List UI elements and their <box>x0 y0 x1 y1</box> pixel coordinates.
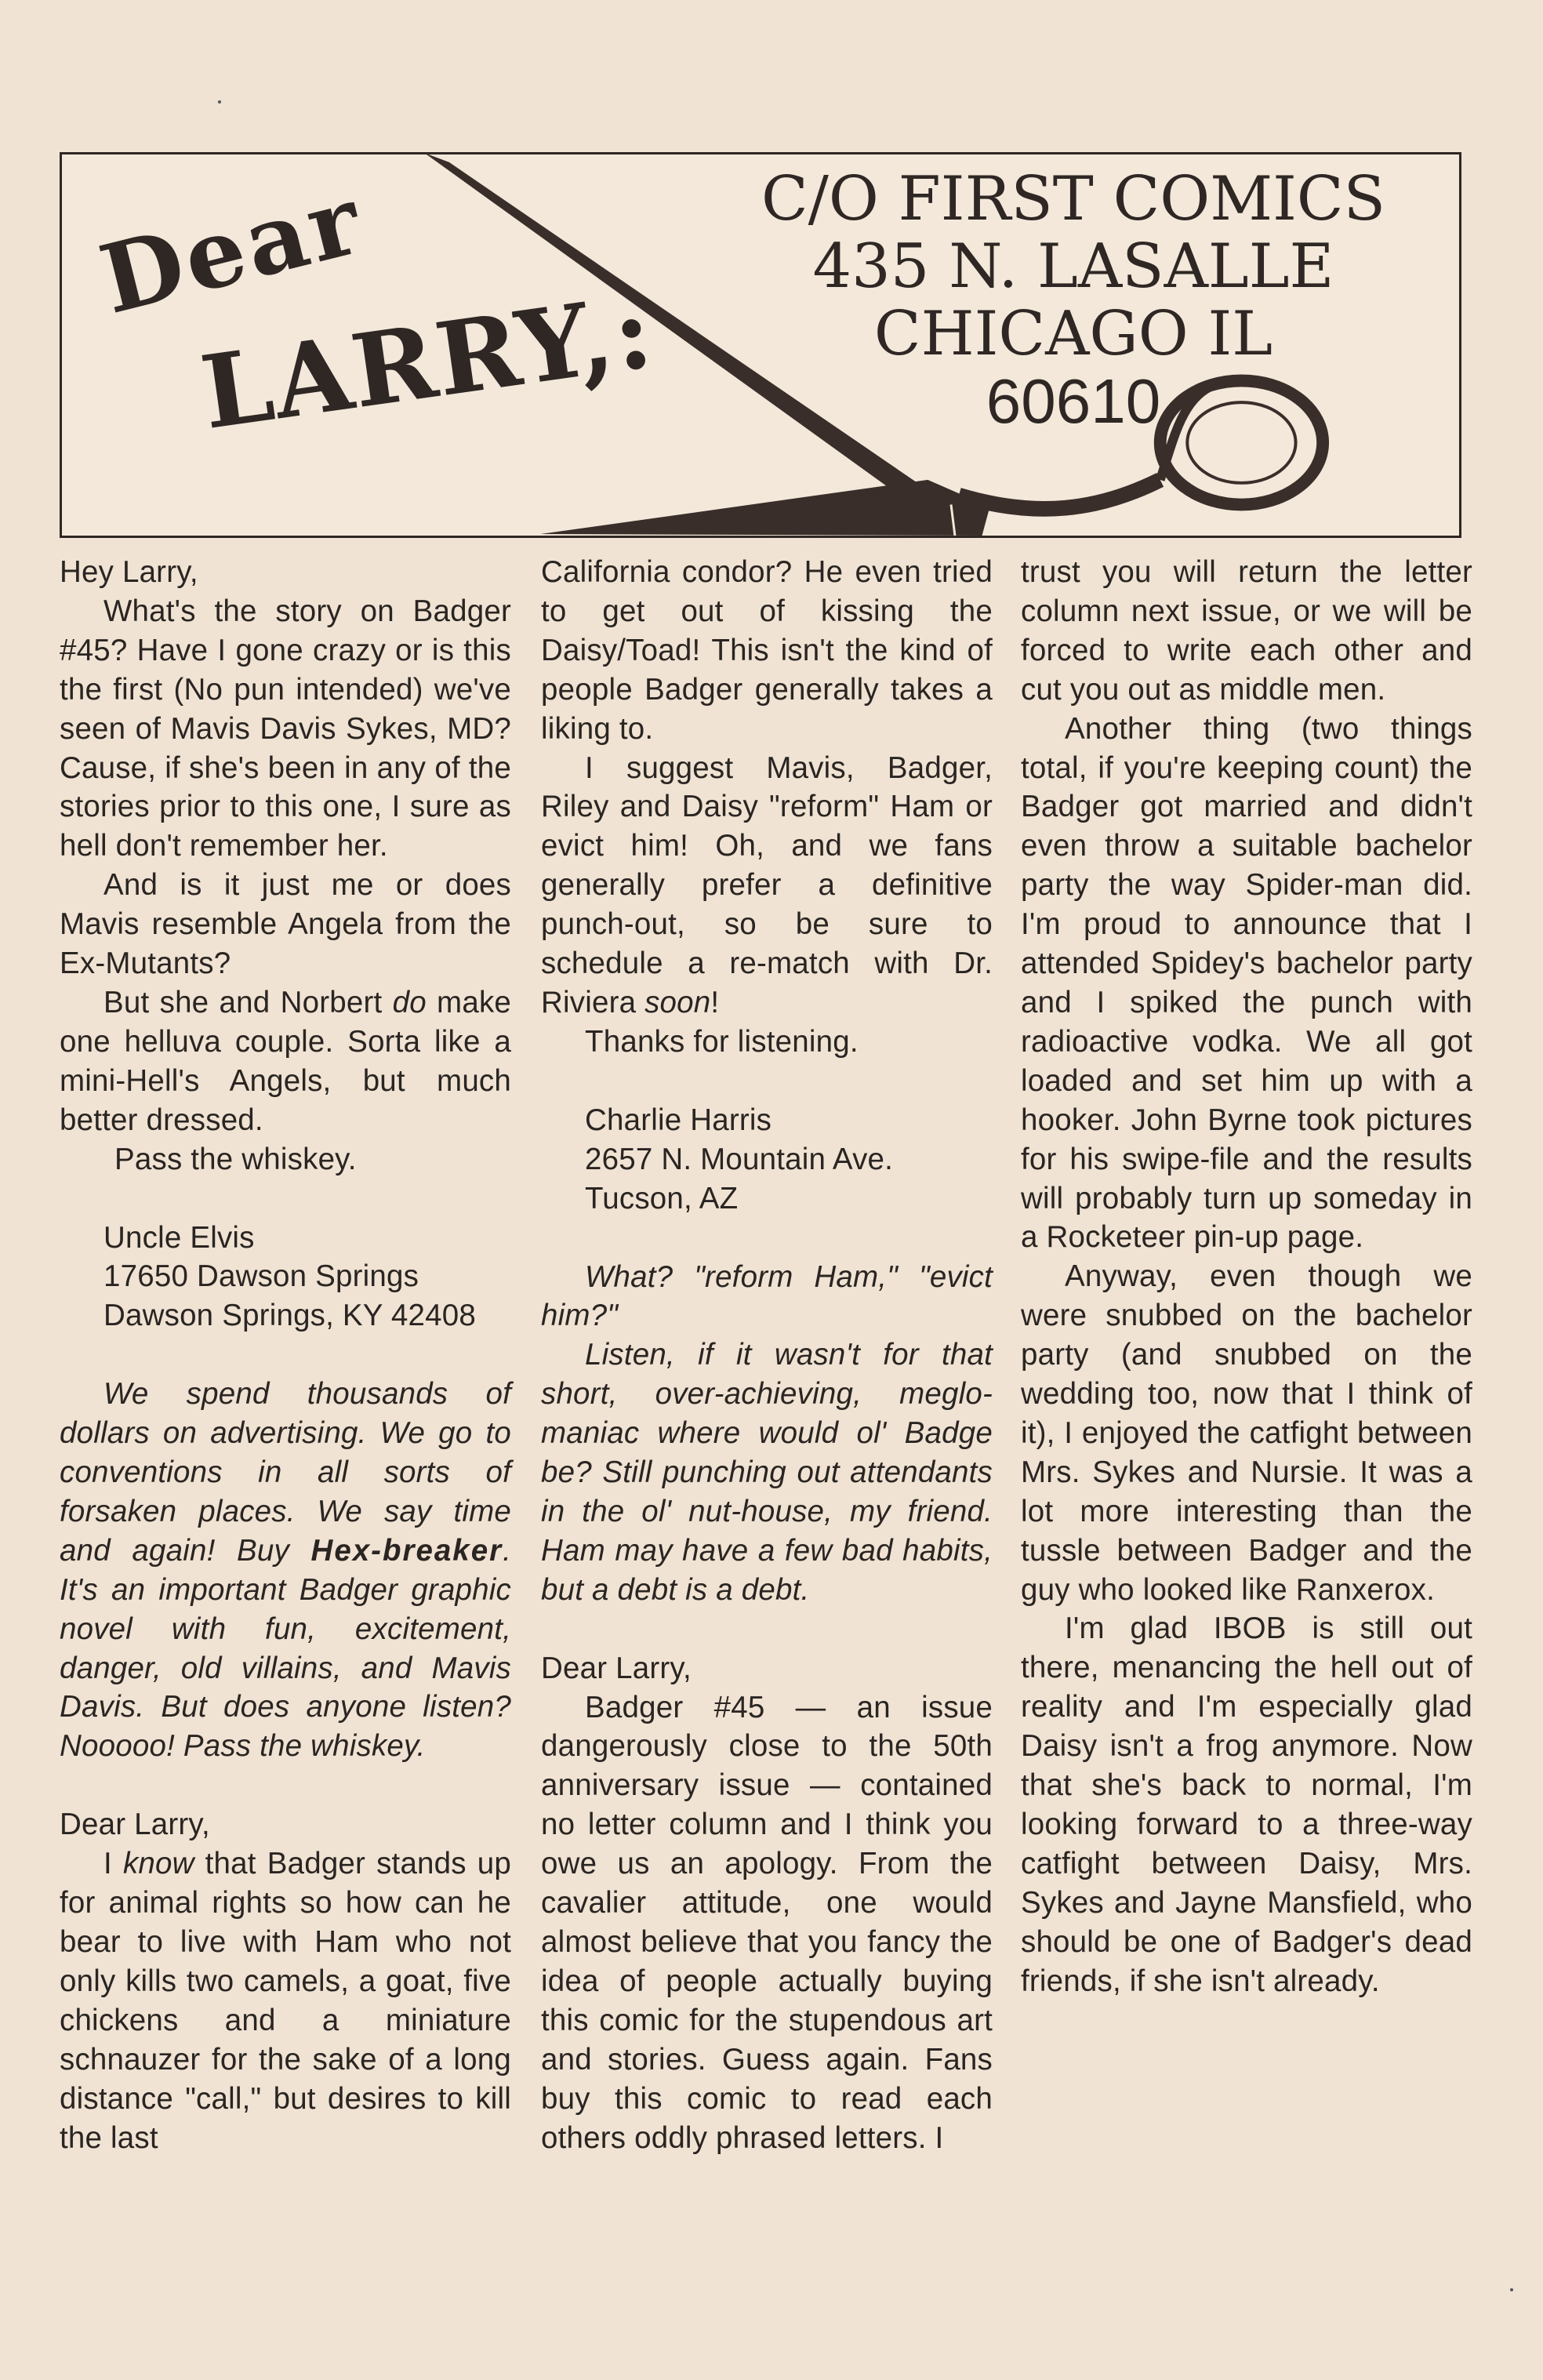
letter-paragraph: Thanks for listening. <box>585 1024 859 1059</box>
speck <box>218 100 221 104</box>
letter-paragraph: I know that Badger stands up for animal rights so how can he bear to live with Ham who not only kills two camels, a goat, five chickens and a miniature schnauzer for the sake of a long distance "call," but desires to kill the last <box>60 1847 511 2155</box>
address-line: 435 N. LASALLE <box>812 231 1334 302</box>
signature-address: Dawson Springs, KY 42408 <box>103 1299 476 1333</box>
letter-paragraph: And is it just me or does Mavis resemble Angela from the Ex-Mutants? <box>60 868 511 981</box>
speck <box>1510 2288 1513 2291</box>
address-line: CHICAGO IL <box>873 299 1273 369</box>
letter-paragraph: Pass the whiskey. <box>114 1142 357 1176</box>
editor-reply: Listen, if it wasn't for that short, over-achieving, meglo-maniac where would ol' Badge be? Still punching out attendants in the ol' nut-house, my friend. Ham may have a few bad habits, but a debt is a debt. <box>541 1338 993 1607</box>
signature-address: 17650 Dawson Springs <box>103 1259 419 1294</box>
address-line: C/O FIRST COMICS <box>761 164 1386 234</box>
letter-paragraph: What's the story on Badger #45? Have I gone crazy or is this the first (No pun intended) we've seen of Mavis Davis Sykes, MD? Cause, if she's been in any of the stories prior to this one, I sure as hell don't remember her. <box>60 594 511 863</box>
editor-reply: What? "reform Ham," "evict him?" <box>541 1259 993 1333</box>
letter-paragraph: I suggest Mavis, Badger, Riley and Daisy "reform" Ham or evict him! Oh, and we fans generally prefer a definitive punch-out, so be sure to schedule a re-match with Dr. Riviera soon! <box>541 750 993 1019</box>
signature-name: Charlie Harris <box>585 1103 772 1137</box>
signature-address: 2657 N. Mountain Ave. <box>585 1142 894 1176</box>
signature-name: Uncle Elvis <box>103 1220 255 1255</box>
larry-heading: LARRY,: <box>194 272 661 452</box>
column-2 <box>541 553 993 2157</box>
column-1 <box>60 553 511 2157</box>
letter-paragraph: Badger #45 — an issue dangerously close to the 50th anniversary issue — contained no letter column and I think you owe us an apology. From the cavalier attitude, one would almost believe that you fancy the idea of people actually buying this comic for the stupendous art and stories. Guess again. Fans buy this comic to read each others oddly phrased letters. I <box>541 1690 993 2155</box>
letter-greeting: Dear Larry, <box>60 1808 210 1842</box>
letter-paragraph: Another thing (two things total, if you're keeping count) the Badger got married and didn't even throw a suitable bachelor party the way Spider-man did. I'm proud to announce that I attended Spidey's bachelor party and I spiked the punch with radioactive vodka. We all got loaded and set him up with a hooker. John Byrne took pictures for his swipe-file and the results will probably turn up someday in a Rocketeer pin-up page. <box>1021 711 1472 1255</box>
signature-address: Tucson, AZ <box>585 1181 739 1215</box>
letter-greeting: Hey Larry, <box>60 555 198 589</box>
mailing-address <box>752 165 1395 435</box>
letters-header-banner <box>60 152 1461 538</box>
address-line: 60610 <box>986 366 1161 436</box>
letter-paragraph: Anyway, even though we were snubbed on the bachelor party (and snubbed on the wedding too, now that I think of it), I enjoyed the catfight between Mrs. Sykes and Nursie. It was a lot more interesting than the tussle between Badger and the guy who looked like Ranxerox. <box>1021 1259 1472 1607</box>
letter-paragraph: I'm glad IBOB is still out there, menancing the hell out of reality and I'm especially glad Daisy isn't a frog anymore. Now that she's back to normal, I'm looking forward to a three-way catfight between Daisy, Mrs. Sykes and Jayne Mansfield, who should be one of Badger's dead friends, if she isn't already. <box>1021 1611 1472 1998</box>
dear-heading: Dear <box>89 164 374 336</box>
letter-paragraph: But she and Norbert do make one helluva couple. Sorta like a mini-Hell's Angels, but much better dressed. <box>60 985 512 1137</box>
column-3 <box>1021 553 1472 2001</box>
editor-reply: We spend thousands of dollars on advertising. We go to conventions in all sorts of forsaken places. We say time and again! Buy Hex-breaker. It's an important Badger graphic novel with fun, excitement, danger, old villains, and Mavis Davis. But does anyone listen? Nooooo! Pass the whiskey. <box>60 1377 511 1764</box>
letter-greeting: Dear Larry, <box>541 1651 692 1685</box>
letter-paragraph-continued: trust you will return the letter column next issue, or we will be forced to write each other and cut you out as middle men. <box>1021 555 1472 707</box>
letter-paragraph-continued: California condor? He even tried to get out of kissing the Daisy/Toad! This isn't the kind of people Badger generally takes a liking to. <box>541 555 993 746</box>
